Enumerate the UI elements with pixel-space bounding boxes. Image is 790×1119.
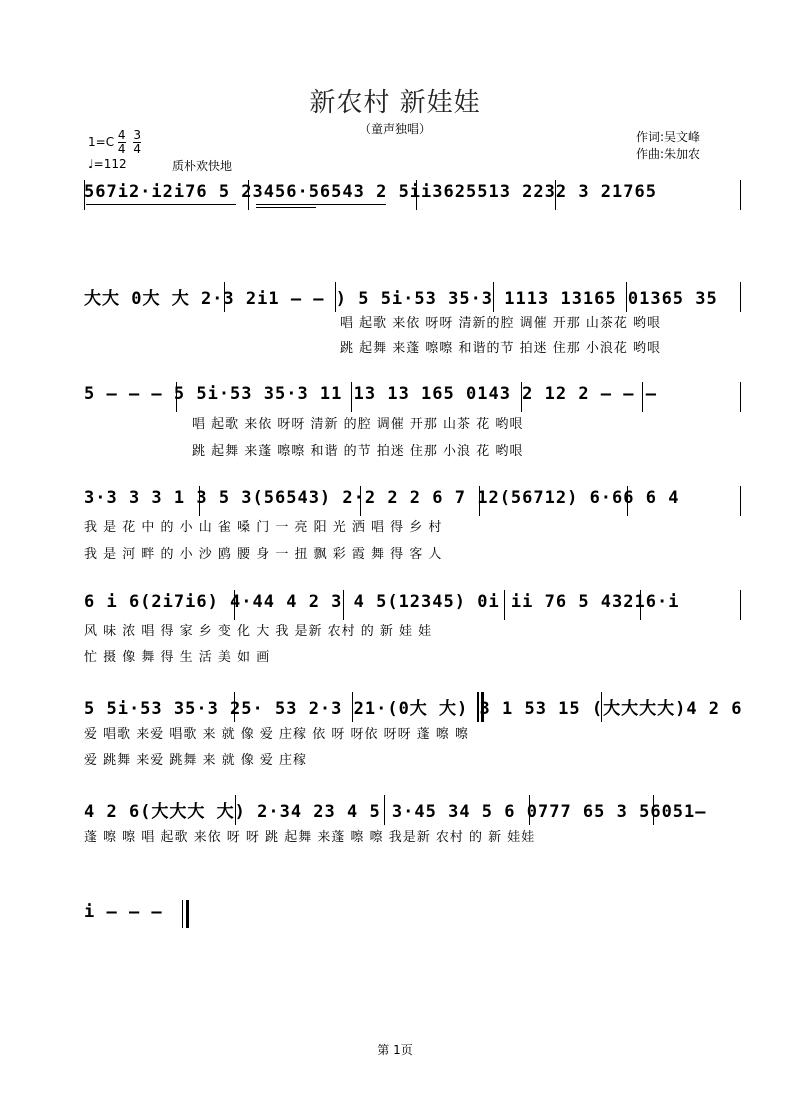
notation-line: 3·3 3 3 1 3 5 3(56543) 2·2 2 2 6 7 12(56712) 6·66 6 4 <box>84 488 680 508</box>
lyrics-line-1: 唱 起歌 来依 呀呀 清新的腔 调催 开那 山茶花 哟哏 <box>340 316 662 331</box>
staff-row-1 <box>0 180 790 210</box>
notation-line: 6 i 6(2i7i6) 4·44 4 2 3 4 5(12345) 0i ii 76 5 43216·i <box>84 592 680 612</box>
notation-line: 大大 0大 大 2·3 2i1 – – ) 5 5i·53 35·3 1113 13165 01365 35 <box>84 289 718 309</box>
staff-row-8 <box>0 898 790 930</box>
lyrics-line-2: 跳 起舞 来蓬 嚓嚓 和谐的节 拍迷 住那 小浪花 哟哏 <box>340 341 662 356</box>
lyrics-line-2: 爱 跳舞 来爱 跳舞 来 就 像 爱 庄稼 <box>84 753 308 768</box>
lyrics-line-2: 忙 摄 像 舞 得 生 活 美 如 画 <box>84 650 271 665</box>
song-title: 新农村 新娃娃 <box>309 88 481 118</box>
key-signature <box>88 129 141 156</box>
lyrics-line-2: 跳 起舞 来蓬 嚓嚓 和谐 的节 拍迷 住那 小浪 花 哟哏 <box>192 444 524 459</box>
final-barline <box>182 900 183 928</box>
key-label: 1=C <box>88 135 115 149</box>
notation-line: 567i2·i2i76 5 23456·56543 2 5ii3625513 2232 3 21765 <box>84 182 657 202</box>
lyrics-line-1: 蓬 嚓 嚓 唱 起歌 来依 呀 呀 跳 起舞 来蓬 嚓 嚓 我是新 农村 的 新 娃娃 <box>84 830 536 845</box>
time-signature-2: $\frac{3}{4}$ <box>133 128 142 156</box>
notation-line: 5 – – – 5 5i·53 35·3 11 13 13 165 0143 2 12 2 – – – <box>84 384 657 404</box>
staff-row-6 <box>0 692 790 722</box>
final-barline-thick <box>186 900 189 928</box>
page-number: 第 1页 <box>377 1043 413 1057</box>
composer-credit: 作曲:朱加农 <box>636 147 701 161</box>
lyricist-credit: 作词:吴文峰 <box>636 130 701 144</box>
staff-row-7 <box>0 795 790 825</box>
lyrics-line-1: 风 味 浓 唱 得 家 乡 变 化 大 我 是新 农村 的 新 娃 娃 <box>84 624 433 639</box>
lyrics-line-1: 我 是 花 中 的 小 山 雀 嗓 门 一 亮 阳 光 洒 唱 得 乡 村 <box>84 520 443 535</box>
staff-row-5 <box>0 590 790 620</box>
lyrics-line-1: 唱 起歌 来依 呀呀 清新 的腔 调催 开那 山茶 花 哟哏 <box>192 417 524 432</box>
notation-line: 5 5i·53 35·3 25· 53 2·3 21·(0大 大) 3 1 53 15 (大大大大)4 2 6 <box>84 699 743 719</box>
notation-line: i – – – <box>84 902 163 922</box>
staff-row-3 <box>0 382 790 412</box>
tempo-marking: ♩=112 <box>88 157 127 171</box>
expression-marking: 质朴欢快地 <box>172 159 233 173</box>
song-subtitle: （童声独唱） <box>358 122 431 136</box>
staff-row-2 <box>0 282 790 312</box>
lyrics-line-1: 爱 唱歌 来爱 唱歌 来 就 像 爱 庄稼 依 呀 呀依 呀呀 蓬 嚓 嚓 <box>84 727 469 742</box>
staff-row-4 <box>0 486 790 516</box>
lyrics-line-2: 我 是 河 畔 的 小 沙 鸥 腰 身 一 扭 飘 彩 霞 舞 得 客 人 <box>84 547 443 562</box>
time-signature-1: $\frac{4}{4}$ <box>117 128 126 156</box>
notation-line: 4 2 6(大大大 大) 2·34 23 4 5 3·45 34 5 6 0777 65 3 56051– <box>84 802 707 822</box>
